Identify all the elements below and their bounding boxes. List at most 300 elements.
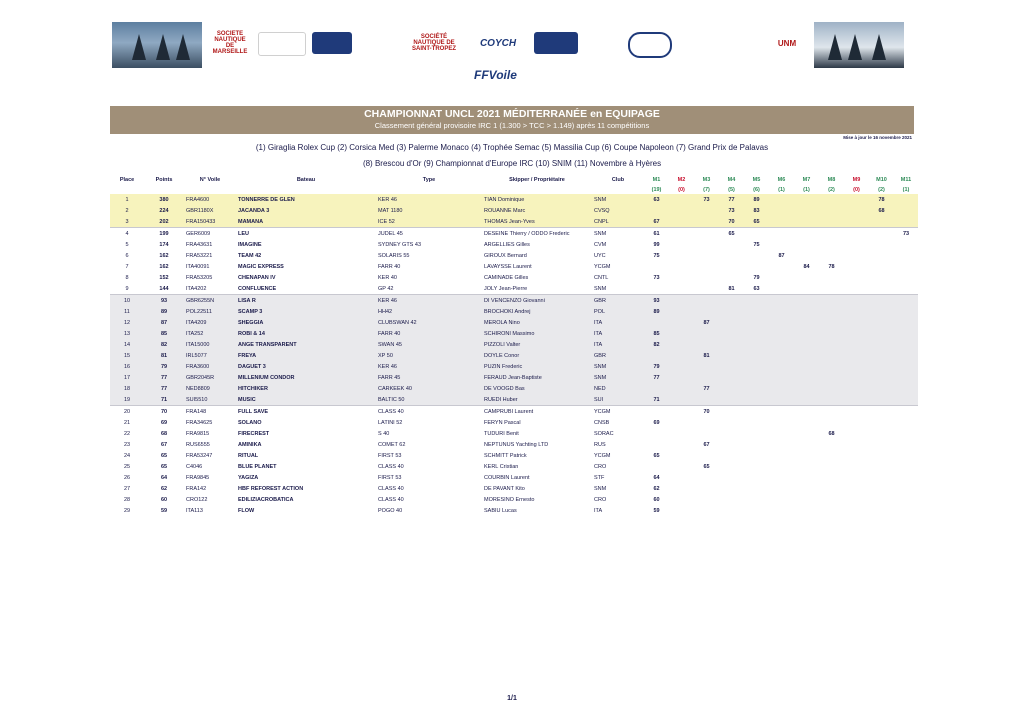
cell-m6 [769, 505, 794, 516]
cell-m5: 75 [744, 239, 769, 250]
col-type: Type [422, 176, 436, 183]
snst-logo: SOCIÉTÉ NAUTIQUE DE SAINT-TROPEZ [411, 34, 456, 52]
cell-m2 [669, 339, 694, 350]
club-logo-11 [720, 32, 764, 54]
cell-type: FARR 40 [376, 261, 482, 272]
cell-points: 81 [144, 350, 184, 361]
col-m7: M7 [802, 176, 811, 183]
cell-m5 [744, 406, 769, 418]
table-row [110, 372, 918, 383]
cell-sail: FRA150433 [184, 216, 236, 228]
cell-place: 10 [110, 295, 144, 307]
cell-type: FIRST 53 [376, 450, 482, 461]
unm-logo: UNM [777, 38, 797, 48]
cell-m10 [869, 372, 894, 383]
cell-m8 [819, 272, 844, 283]
cell-m8 [819, 194, 844, 205]
cell-club: SNM [592, 483, 644, 494]
cell-club: GBR [592, 350, 644, 361]
cell-place: 23 [110, 439, 144, 450]
cell-club: ITA [592, 339, 644, 350]
cell-m11 [894, 439, 918, 450]
cell-m2 [669, 350, 694, 361]
cell-m1: 75 [644, 250, 669, 261]
cell-place: 18 [110, 383, 144, 394]
cell-m5 [744, 350, 769, 361]
cell-points: 77 [144, 383, 184, 394]
cell-m3 [694, 505, 719, 516]
cell-m9 [844, 317, 869, 328]
cell-sail: ITA4202 [184, 283, 236, 295]
cell-skipper: PIZZOLI Valter [482, 339, 592, 350]
club-logo-3 [312, 32, 352, 54]
cell-m1 [644, 205, 669, 216]
cell-m11 [894, 194, 918, 205]
cell-m6 [769, 361, 794, 372]
cell-m3 [694, 361, 719, 372]
cell-m11 [894, 428, 918, 439]
cell-place: 25 [110, 461, 144, 472]
col-points: Points [155, 176, 173, 183]
cell-club: CNSB [592, 417, 644, 428]
cell-skipper: TIAN Dominique [482, 194, 592, 205]
cell-m10 [869, 317, 894, 328]
cell-boat: MAGIC EXPRESS [236, 261, 376, 272]
cell-m5 [744, 472, 769, 483]
table-row [110, 394, 918, 406]
cell-skipper: THOMAS Jean-Yves [482, 216, 592, 228]
cell-m5 [744, 250, 769, 261]
cell-points: 59 [144, 505, 184, 516]
cell-points: 82 [144, 339, 184, 350]
cell-type: COMET 62 [376, 439, 482, 450]
cell-m9 [844, 328, 869, 339]
cell-m1: 67 [644, 216, 669, 228]
cell-m6 [769, 406, 794, 418]
cell-m5: 79 [744, 272, 769, 283]
cell-m6 [769, 216, 794, 228]
table-row [110, 450, 918, 461]
cell-m4 [719, 406, 744, 418]
cell-m8: 68 [819, 428, 844, 439]
cell-m4 [719, 372, 744, 383]
cell-type: KER 46 [376, 295, 482, 307]
cell-sail: GBR2045R [184, 372, 236, 383]
cell-club: SNM [592, 361, 644, 372]
cell-place: 2 [110, 205, 144, 216]
cell-m4 [719, 461, 744, 472]
col-m6: M6 [777, 176, 786, 183]
cell-m6: 87 [769, 250, 794, 261]
cell-m11 [894, 394, 918, 406]
cell-m10 [869, 272, 894, 283]
cell-club: SNM [592, 228, 644, 240]
cell-m11 [894, 239, 918, 250]
cell-m5: 65 [744, 216, 769, 228]
count-m3: (7) [703, 186, 710, 193]
cell-m1: 82 [644, 339, 669, 350]
header-row [110, 174, 918, 185]
cell-m7 [794, 283, 819, 295]
cell-m3: 77 [694, 383, 719, 394]
cell-m9 [844, 250, 869, 261]
cell-m8 [819, 339, 844, 350]
cell-m2 [669, 328, 694, 339]
cell-m11 [894, 472, 918, 483]
header-count-row [110, 185, 918, 194]
cell-m3 [694, 428, 719, 439]
cell-sail: ITA252 [184, 328, 236, 339]
cell-m5: 89 [744, 194, 769, 205]
cell-m4: 73 [719, 205, 744, 216]
cell-m6 [769, 372, 794, 383]
cell-m2 [669, 194, 694, 205]
cell-sail: SUI5510 [184, 394, 236, 406]
cell-m3 [694, 483, 719, 494]
cell-place: 5 [110, 239, 144, 250]
cell-m4 [719, 295, 744, 307]
cell-club: CRO [592, 494, 644, 505]
cell-boat: ANGE TRANSPARENT [236, 339, 376, 350]
title-band [110, 106, 914, 134]
cell-m1: 60 [644, 494, 669, 505]
cell-m6 [769, 339, 794, 350]
cell-m7 [794, 272, 819, 283]
cell-m8 [819, 250, 844, 261]
cell-m7 [794, 205, 819, 216]
table-row [110, 361, 918, 372]
cell-place: 26 [110, 472, 144, 483]
cell-type: KER 46 [376, 361, 482, 372]
cell-sail: POL22511 [184, 306, 236, 317]
cell-m4 [719, 272, 744, 283]
cell-skipper: SCHMITT Patrick [482, 450, 592, 461]
cell-place: 9 [110, 283, 144, 295]
cell-m11 [894, 417, 918, 428]
cell-m6 [769, 261, 794, 272]
cell-m9 [844, 194, 869, 205]
cell-m4: 70 [719, 216, 744, 228]
table-row [110, 339, 918, 350]
cell-m2 [669, 428, 694, 439]
cell-sail: CRO122 [184, 494, 236, 505]
cell-m5 [744, 328, 769, 339]
cell-place: 6 [110, 250, 144, 261]
table-row [110, 261, 918, 272]
cell-m1: 93 [644, 295, 669, 307]
cell-m10 [869, 216, 894, 228]
cell-m3 [694, 494, 719, 505]
cell-sail: NED8809 [184, 383, 236, 394]
cell-m3 [694, 450, 719, 461]
cell-sail: FRA3600 [184, 361, 236, 372]
cell-m5 [744, 394, 769, 406]
table-row [110, 472, 918, 483]
cell-m8 [819, 461, 844, 472]
cell-m5 [744, 261, 769, 272]
cell-boat: SHEGGIA [236, 317, 376, 328]
cell-sail: GBR6255N [184, 295, 236, 307]
cell-m2 [669, 272, 694, 283]
cell-skipper: COURBIN Laurent [482, 472, 592, 483]
cell-m1 [644, 439, 669, 450]
cell-m2 [669, 450, 694, 461]
cell-place: 3 [110, 216, 144, 228]
cell-m7 [794, 406, 819, 418]
cell-m4 [719, 350, 744, 361]
cell-m8 [819, 417, 844, 428]
snm-logo: SOCIETE NAUTIQUE DE MARSEILLE [212, 31, 248, 55]
cell-m2 [669, 439, 694, 450]
cell-place: 7 [110, 261, 144, 272]
ranking-table-wrap [110, 174, 914, 516]
cell-club: CRO [592, 461, 644, 472]
cell-boat: ROBI & 14 [236, 328, 376, 339]
cell-club: YCGM [592, 450, 644, 461]
cell-m7 [794, 372, 819, 383]
cell-skipper: KERL Cristian [482, 461, 592, 472]
cell-m9 [844, 350, 869, 361]
cell-m8 [819, 350, 844, 361]
cell-m11 [894, 505, 918, 516]
cell-m3 [694, 216, 719, 228]
cell-m2 [669, 216, 694, 228]
cell-points: 85 [144, 328, 184, 339]
cell-m2 [669, 317, 694, 328]
cell-m7 [794, 194, 819, 205]
cell-skipper: MEROLA Nino [482, 317, 592, 328]
cell-m5 [744, 450, 769, 461]
cell-m10: 68 [869, 205, 894, 216]
cell-m8 [819, 205, 844, 216]
cell-m4 [719, 339, 744, 350]
cell-m10 [869, 361, 894, 372]
cell-place: 21 [110, 417, 144, 428]
club-logo-7 [534, 32, 578, 54]
cell-m3: 70 [694, 406, 719, 418]
cell-m6 [769, 228, 794, 240]
cell-m11 [894, 261, 918, 272]
cell-m1: 64 [644, 472, 669, 483]
table-row [110, 216, 918, 228]
cell-m7 [794, 350, 819, 361]
cell-m11 [894, 350, 918, 361]
cell-club: RUS [592, 439, 644, 450]
cell-type: CARKEEK 40 [376, 383, 482, 394]
cell-m3: 73 [694, 194, 719, 205]
cell-sail: FRA34625 [184, 417, 236, 428]
cell-m1 [644, 350, 669, 361]
cell-boat: LEU [236, 228, 376, 240]
cell-place: 20 [110, 406, 144, 418]
cell-m8 [819, 361, 844, 372]
cell-m1: 77 [644, 372, 669, 383]
cell-m9 [844, 261, 869, 272]
cell-skipper: FERYN Pascal [482, 417, 592, 428]
cell-m6 [769, 439, 794, 450]
col-m5: M5 [752, 176, 761, 183]
cell-m1: 99 [644, 239, 669, 250]
cell-m8 [819, 494, 844, 505]
cell-skipper: RUEDI Huber [482, 394, 592, 406]
cell-m8 [819, 283, 844, 295]
cell-m2 [669, 383, 694, 394]
cell-m4 [719, 394, 744, 406]
table-row [110, 483, 918, 494]
cell-place: 11 [110, 306, 144, 317]
cell-m11 [894, 406, 918, 418]
cell-points: 62 [144, 483, 184, 494]
cell-m5 [744, 372, 769, 383]
cell-type: HH42 [376, 306, 482, 317]
cell-m4 [719, 417, 744, 428]
cell-m4 [719, 328, 744, 339]
cell-m8 [819, 328, 844, 339]
cell-m1: 79 [644, 361, 669, 372]
cell-place: 13 [110, 328, 144, 339]
cell-m10 [869, 417, 894, 428]
cell-m10 [869, 239, 894, 250]
cell-m10 [869, 261, 894, 272]
cell-m3 [694, 306, 719, 317]
cell-m6 [769, 383, 794, 394]
cell-club: UYC [592, 250, 644, 261]
cell-boat: DAGUET 3 [236, 361, 376, 372]
cell-sail: RUS6555 [184, 439, 236, 450]
cell-m2 [669, 394, 694, 406]
cell-m2 [669, 283, 694, 295]
cell-m3 [694, 228, 719, 240]
cell-m9 [844, 306, 869, 317]
cell-type: FARR 40 [376, 328, 482, 339]
cell-m7 [794, 505, 819, 516]
cell-m1: 85 [644, 328, 669, 339]
cell-skipper: SABIU Lucas [482, 505, 592, 516]
cell-points: 89 [144, 306, 184, 317]
cell-type: KER 40 [376, 272, 482, 283]
cell-m3 [694, 261, 719, 272]
cell-place: 24 [110, 450, 144, 461]
club-logo-10 [672, 32, 708, 54]
col-m10: M10 [876, 176, 887, 183]
cell-type: KER 46 [376, 194, 482, 205]
cell-skipper: CAMPRUBI Laurent [482, 406, 592, 418]
cell-m11 [894, 205, 918, 216]
cell-m3 [694, 394, 719, 406]
cell-sail: FRA9815 [184, 428, 236, 439]
count-m8: (2) [828, 186, 835, 193]
cell-m11 [894, 494, 918, 505]
cell-m1: 61 [644, 228, 669, 240]
cell-m11 [894, 216, 918, 228]
cell-m4 [719, 239, 744, 250]
cell-type: SWAN 45 [376, 339, 482, 350]
table-row [110, 494, 918, 505]
col-sail: N° Voile [199, 176, 221, 183]
cell-m10: 78 [869, 194, 894, 205]
cell-m6 [769, 317, 794, 328]
cell-m6 [769, 306, 794, 317]
cell-boat: HBF REFOREST ACTION [236, 483, 376, 494]
cell-boat: MUSIC [236, 394, 376, 406]
cell-m4 [719, 261, 744, 272]
cell-m8 [819, 472, 844, 483]
cell-m5 [744, 439, 769, 450]
cell-m5 [744, 339, 769, 350]
cell-type: LATINI 52 [376, 417, 482, 428]
cell-sail: ITA40091 [184, 261, 236, 272]
cell-m4 [719, 483, 744, 494]
page-title: CHAMPIONNAT UNCL 2021 MÉDITERRANÉE en EQUIPAGE [364, 108, 660, 120]
cell-m1: 89 [644, 306, 669, 317]
table-row [110, 295, 918, 307]
cell-club: SUI [592, 394, 644, 406]
cell-boat: EDILIZIACROBATICA [236, 494, 376, 505]
cell-m7 [794, 250, 819, 261]
cell-m10 [869, 339, 894, 350]
cell-sail: FRA53205 [184, 272, 236, 283]
cell-m4 [719, 306, 744, 317]
cell-boat: YAGIZA [236, 472, 376, 483]
cell-m7 [794, 383, 819, 394]
cell-type: CLASS 40 [376, 461, 482, 472]
cell-m10 [869, 472, 894, 483]
count-m10: (2) [878, 186, 885, 193]
cell-m9 [844, 483, 869, 494]
cell-type: POGO 40 [376, 505, 482, 516]
cell-m2 [669, 250, 694, 261]
cell-m4 [719, 250, 744, 261]
cell-m5 [744, 417, 769, 428]
event-legend [110, 140, 914, 172]
cell-m2 [669, 205, 694, 216]
col-m1: M1 [652, 176, 661, 183]
ranking-table [110, 174, 918, 516]
page-number: 1/1 [507, 695, 517, 702]
cell-skipper: TUDURI Benit [482, 428, 592, 439]
cell-m1: 63 [644, 194, 669, 205]
cell-place: 1 [110, 194, 144, 205]
cell-m11 [894, 372, 918, 383]
cell-club: SNM [592, 372, 644, 383]
cell-points: 174 [144, 239, 184, 250]
cell-m4: 77 [719, 194, 744, 205]
cell-skipper: JOLY Jean-Pierre [482, 283, 592, 295]
cell-m10 [869, 283, 894, 295]
cell-m10 [869, 406, 894, 418]
cell-club: CVSQ [592, 205, 644, 216]
cell-m10 [869, 295, 894, 307]
cell-skipper: SCHIRONI Massimo [482, 328, 592, 339]
col-boat: Bateau [296, 176, 316, 183]
cell-club: POL [592, 306, 644, 317]
cell-club: YCGM [592, 406, 644, 418]
cell-m9 [844, 494, 869, 505]
cell-points: 64 [144, 472, 184, 483]
table-row [110, 272, 918, 283]
cell-points: 152 [144, 272, 184, 283]
cell-m2 [669, 417, 694, 428]
cell-boat: FULL SAVE [236, 406, 376, 418]
cell-sail: GER6009 [184, 228, 236, 240]
cell-type: S 40 [376, 428, 482, 439]
cell-boat: RITUAL [236, 450, 376, 461]
cell-skipper: ARGELLIES Gilles [482, 239, 592, 250]
cell-m5 [744, 505, 769, 516]
cell-m4 [719, 361, 744, 372]
cell-points: 60 [144, 494, 184, 505]
cell-m9 [844, 417, 869, 428]
